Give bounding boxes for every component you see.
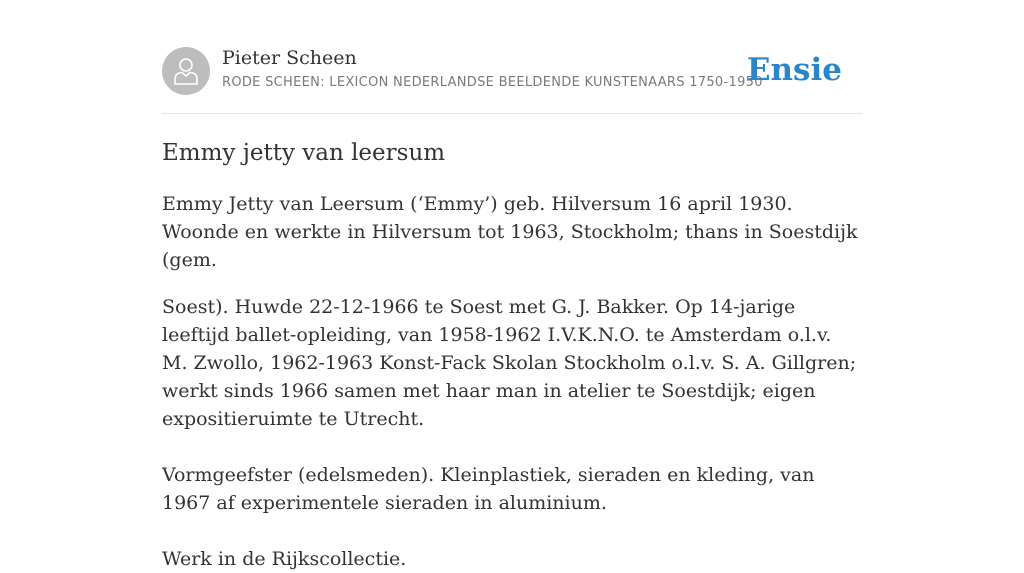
article-paragraph: Soest). Huwde 22-12-1966 te Soest met G. J. Bakker. Op 14-jarige leeftijd ballet-opleiding, van 1958-1962 I.V.K.N.O. te Amsterdam o.l.v. M. Zwollo, 1962-1963 Konst-Fack Skolan Stockholm o.l.v. S. A. Gillgren; werkt sinds 1966 samen met haar man in atelier te Soestdijk; eigen expositieruimte te Utrecht. [162,296,857,430]
ensie-logo[interactable]: Ensie [746,52,842,88]
author-name[interactable]: Pieter Scheen [222,47,357,69]
header-divider [162,113,862,114]
article-paragraph: Werk in de Rijkscollectie. [162,548,407,570]
article-paragraph: Emmy Jetty van Leersum (‘Emmy’) geb. Hilversum 16 april 1930. Woonde en werkte in Hilversum tot 1963, Stockholm; thans in Soestdijk (gem. [162,193,858,271]
article-body [162,190,862,573]
avatar[interactable] [162,47,210,95]
user-icon [173,57,199,85]
article-paragraph: Vormgeefster (edelsmeden). Kleinplastiek, sieraden en kleding, van 1967 af experimentele sieraden in aluminium. [162,464,815,514]
article-title: Emmy jetty van leersum [162,140,446,166]
article-header [162,47,862,97]
source-title[interactable]: RODE SCHEEN: LEXICON NEDERLANDSE BEELDENDE KUNSTENAARS 1750-1950 [222,75,763,90]
